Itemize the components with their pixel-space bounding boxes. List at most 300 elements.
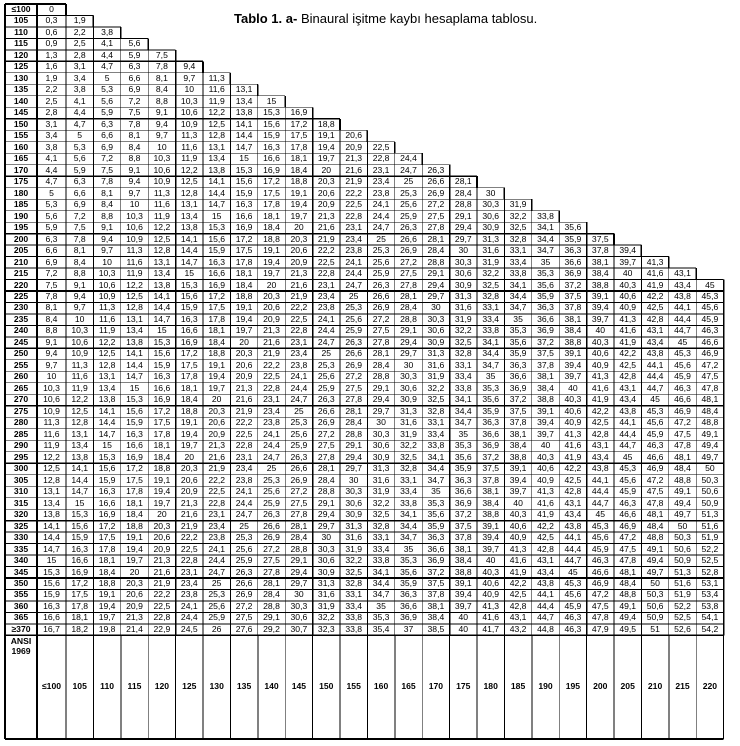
table-cell: 15 xyxy=(102,440,112,451)
table-cell: 28,1 xyxy=(427,233,445,244)
table-cell: 31,9 xyxy=(372,486,390,497)
table-cell: 34,7 xyxy=(482,359,500,370)
table-cell: 39,1 xyxy=(537,405,554,416)
table-cell: 13,1 xyxy=(126,313,143,324)
table-cell: 26,9 xyxy=(290,474,308,485)
table-cell: 20,6 xyxy=(153,532,171,543)
table-cell: 23,8 xyxy=(290,359,308,370)
table-cell: 12,5 xyxy=(98,348,116,359)
table-cell: 15,3 xyxy=(98,451,116,462)
table-cell: 19,7 xyxy=(290,210,308,221)
table-cell: 5,3 xyxy=(73,141,86,152)
table-cell: 28,4 xyxy=(290,532,308,543)
table-cell: 12,2 xyxy=(180,164,198,175)
table-cell: 12,5 xyxy=(180,176,198,187)
table-cell: 48,8 xyxy=(646,532,664,543)
table-cell: 43,8 xyxy=(674,291,691,301)
table-cell: 44,1 xyxy=(619,417,637,428)
table-cell: 38,1 xyxy=(482,486,500,497)
table-cell: 45 xyxy=(705,279,715,290)
table-cell: 40,6 xyxy=(591,348,609,359)
row-label: 185 xyxy=(13,199,29,210)
table-cell: 35,9 xyxy=(427,520,445,531)
table-cell: 21,6 xyxy=(263,336,280,347)
table-cell: 47,9 xyxy=(591,623,609,634)
table-cell: 32,5 xyxy=(454,336,472,347)
table-cell: 14,1 xyxy=(235,118,253,129)
table-cell: 42,5 xyxy=(619,359,637,370)
table-cell: 43,4 xyxy=(564,509,582,520)
table-cell: 26,6 xyxy=(235,578,253,588)
table-cell: 50,9 xyxy=(674,555,691,566)
table-cell: 33,4 xyxy=(345,600,363,611)
table-cell: 29,4 xyxy=(372,394,390,405)
table-cell: 10 xyxy=(157,141,167,152)
table-cell: 33,8 xyxy=(345,623,363,634)
table-cell: 33,8 xyxy=(372,555,390,566)
table-cell: 7,5 xyxy=(73,222,86,233)
table-cell: 12,5 xyxy=(126,291,143,301)
table-cell: 33,8 xyxy=(482,325,500,336)
table-cell: 14,4 xyxy=(208,187,226,198)
table-cell: 22,5 xyxy=(290,313,308,324)
table-cell: 19,7 xyxy=(98,612,116,623)
table-cell: 30,3 xyxy=(317,543,335,554)
table-cell: 25,6 xyxy=(208,600,226,611)
table-cell: 25,9 xyxy=(317,382,335,393)
table-cell: 34,7 xyxy=(400,532,417,543)
table-cell: 9,7 xyxy=(128,187,141,198)
table-cell: 5,3 xyxy=(101,84,114,95)
table-cell: 29,7 xyxy=(400,348,417,359)
table-cell: 26,6 xyxy=(345,348,363,359)
table-cell: 15,6 xyxy=(263,118,280,129)
column-label: 135 xyxy=(236,681,252,692)
column-label: 185 xyxy=(510,681,526,692)
table-cell: 29,1 xyxy=(400,325,417,336)
table-cell: 45,9 xyxy=(701,313,719,324)
table-cell: 42,2 xyxy=(619,348,637,359)
table-cell: 38,4 xyxy=(564,325,582,336)
table-cell: 25 xyxy=(239,520,249,531)
table-cell: 39,7 xyxy=(537,428,554,439)
table-cell: 30,6 xyxy=(427,325,445,336)
table-cell: 20 xyxy=(294,222,304,233)
table-cell: 31,3 xyxy=(482,233,500,244)
table-cell: 14,7 xyxy=(98,428,116,439)
table-cell: 10,3 xyxy=(180,95,198,106)
table-cell: 47,5 xyxy=(619,543,637,554)
table-cell: 46,6 xyxy=(674,394,691,405)
table-cell: 29,7 xyxy=(345,463,363,474)
table-cell: 21,3 xyxy=(208,440,226,451)
table-cell: 24,4 xyxy=(208,555,226,566)
table-cell: 38,1 xyxy=(591,256,609,267)
table-cell: 16,9 xyxy=(71,566,89,577)
table-cell: 15,9 xyxy=(71,532,89,543)
table-cell: 40,3 xyxy=(591,336,609,347)
table-cell: 22,2 xyxy=(235,417,253,428)
table-cell: 44,1 xyxy=(646,359,664,370)
table-cell: 24,7 xyxy=(208,566,226,577)
table-cell: 18,8 xyxy=(263,233,280,244)
row-label: 340 xyxy=(13,555,29,566)
table-cell: 31,9 xyxy=(454,313,472,324)
table-cell: 23,4 xyxy=(263,405,280,416)
table-cell: 32,2 xyxy=(372,497,390,508)
table-cell: 16,6 xyxy=(98,497,116,508)
table-cell: 12,8 xyxy=(126,302,143,313)
table-cell: 21,6 xyxy=(153,566,171,577)
table-cell: 33,4 xyxy=(454,371,472,382)
table-cell: 31,3 xyxy=(427,348,445,359)
table-cell: 9,4 xyxy=(155,118,168,129)
table-cell: 12,2 xyxy=(43,451,60,462)
table-cell: 25 xyxy=(348,291,359,301)
table-cell: 25,3 xyxy=(400,187,417,198)
table-cell: 43,8 xyxy=(646,348,664,359)
table-cell: 28,4 xyxy=(345,417,363,428)
table-cell: 36,9 xyxy=(564,268,582,279)
table-cell: 22,2 xyxy=(180,532,198,543)
row-label: 295 xyxy=(13,451,29,462)
table-cell: 22,5 xyxy=(208,486,226,497)
table-cell: 36,9 xyxy=(482,440,500,451)
table-cell: 25,6 xyxy=(290,428,308,439)
table-cell: 10,9 xyxy=(43,405,60,416)
table-cell: 41,6 xyxy=(564,440,582,451)
table-cell: 32,5 xyxy=(482,279,500,290)
table-cell: 18,8 xyxy=(208,348,226,359)
table-cell: 30,3 xyxy=(482,199,500,210)
table-cell: 32,2 xyxy=(345,555,363,566)
row-label: 335 xyxy=(13,543,29,554)
table-cell: 44,7 xyxy=(564,555,582,566)
table-cell: 34,4 xyxy=(482,348,500,359)
table-cell: 16,6 xyxy=(43,612,60,623)
table-cell: 42,8 xyxy=(646,313,664,324)
table-cell: 43,2 xyxy=(509,623,527,634)
table-cell: 39,4 xyxy=(482,532,500,543)
table-cell: 18,1 xyxy=(208,325,226,336)
table-cell: 26,3 xyxy=(263,509,280,520)
table-cell: 12,8 xyxy=(208,130,226,141)
table-cell: 20,6 xyxy=(345,130,363,141)
row-label: 325 xyxy=(13,520,29,531)
table-cell: 20 xyxy=(239,336,249,347)
table-cell: 26,3 xyxy=(345,336,363,347)
table-cell: 9,7 xyxy=(155,130,168,141)
table-cell: 2,2 xyxy=(45,84,58,95)
table-cell: 49,7 xyxy=(674,509,691,520)
row-label: 195 xyxy=(13,222,29,233)
column-label: 165 xyxy=(401,681,416,692)
table-cell: 35,3 xyxy=(400,555,417,566)
table-cell: 15 xyxy=(266,95,277,106)
table-cell: 1,9 xyxy=(73,15,86,26)
table-cell: 38,5 xyxy=(427,623,445,634)
row-label: 175 xyxy=(13,176,29,187)
table-cell: 27,8 xyxy=(317,451,335,462)
table-cell: 42,8 xyxy=(509,600,527,611)
table-cell: 4,1 xyxy=(45,153,58,164)
table-cell: 6,6 xyxy=(128,72,141,83)
table-cell: 46,3 xyxy=(591,555,609,566)
table-cell: 29,4 xyxy=(345,451,363,462)
table-cell: 26,3 xyxy=(372,279,390,290)
row-label: 345 xyxy=(13,566,29,577)
table-cell: 41,6 xyxy=(482,612,500,623)
column-label: 140 xyxy=(264,681,279,692)
table-cell: 32,2 xyxy=(454,325,472,336)
table-cell: 20,6 xyxy=(263,302,280,313)
table-cell: 20,3 xyxy=(153,520,171,531)
table-cell: 28,4 xyxy=(454,187,472,198)
table-cell: 4,4 xyxy=(73,107,86,118)
table-cell: 39,4 xyxy=(454,589,472,600)
table-cell: 20,6 xyxy=(317,187,335,198)
table-cell: 30 xyxy=(321,532,332,543)
table-cell: 19,1 xyxy=(180,417,198,428)
row-label: 330 xyxy=(13,532,29,543)
table-cell: 22,5 xyxy=(317,256,335,267)
table-cell: 51,3 xyxy=(701,509,719,520)
table-cell: 10,6 xyxy=(98,279,116,290)
table-cell: 19,1 xyxy=(263,245,280,256)
table-cell: 0,3 xyxy=(45,15,58,26)
table-cell: 32,5 xyxy=(345,566,363,577)
table-cell: 47,8 xyxy=(674,440,691,451)
table-cell: 27,5 xyxy=(235,612,253,623)
row-label: 230 xyxy=(13,302,29,313)
table-cell: 7,5 xyxy=(101,164,114,175)
table-cell: 30,3 xyxy=(345,486,363,497)
row-label: 220 xyxy=(13,279,29,290)
table-cell: 18,4 xyxy=(126,509,143,520)
table-cell: 17,2 xyxy=(98,520,116,531)
table-cell: 35 xyxy=(485,371,496,382)
table-cell: 35,6 xyxy=(564,222,582,233)
table-cell: 13,8 xyxy=(43,509,60,520)
table-cell: 32,8 xyxy=(372,520,390,531)
table-cell: 33,1 xyxy=(427,417,445,428)
table-cell: 42,8 xyxy=(591,428,609,439)
table-cell: 26,9 xyxy=(345,359,363,370)
table-cell: 44,7 xyxy=(591,497,609,508)
table-cell: 23,8 xyxy=(263,417,280,428)
table-cell: 43,4 xyxy=(537,566,554,577)
table-cell: 27,5 xyxy=(317,440,335,451)
table-cell: 43,4 xyxy=(619,394,637,405)
table-cell: 40,3 xyxy=(619,279,637,290)
table-cell: 20,6 xyxy=(290,245,308,256)
table-cell: 18,8 xyxy=(153,463,171,474)
table-cell: 13,1 xyxy=(235,84,253,95)
table-cell: 6,9 xyxy=(101,141,114,152)
table-cell: 40,9 xyxy=(509,532,527,543)
table-cell: 34,1 xyxy=(372,566,390,577)
table-cell: 18,1 xyxy=(153,440,171,451)
table-cell: 21,6 xyxy=(317,222,335,233)
table-cell: 26,3 xyxy=(317,394,335,405)
table-cell: 53,8 xyxy=(701,600,719,611)
table-cell: 43,4 xyxy=(591,451,609,462)
table-cell: 2,5 xyxy=(73,38,86,49)
table-cell: 20,3 xyxy=(180,463,198,474)
table-cell: 19,4 xyxy=(180,428,198,439)
table-cell: 11,9 xyxy=(181,153,198,164)
table-cell: 15,6 xyxy=(235,176,253,187)
table-cell: 17,5 xyxy=(180,359,198,370)
table-cell: 25,6 xyxy=(400,199,417,210)
table-cell: 10 xyxy=(129,199,140,210)
table-cell: 41,9 xyxy=(646,279,664,290)
table-cell: 6,3 xyxy=(128,61,141,72)
table-cell: 38,4 xyxy=(509,440,527,451)
table-cell: 24,4 xyxy=(235,497,253,508)
table-cell: 15,9 xyxy=(153,359,171,370)
table-cell: 11,6 xyxy=(208,84,225,95)
table-cell: 9,1 xyxy=(155,107,168,118)
table-cell: 23,8 xyxy=(317,302,335,313)
table-cell: 29,2 xyxy=(263,623,280,634)
table-cell: 21,3 xyxy=(290,268,308,279)
table-cell: 49,1 xyxy=(619,600,637,611)
table-cell: 20,9 xyxy=(345,141,363,152)
table-cell: 5,9 xyxy=(45,222,58,233)
table-cell: 3,4 xyxy=(45,130,58,141)
table-cell: 17,5 xyxy=(235,245,253,256)
table-cell: 40,9 xyxy=(482,589,500,600)
table-cell: 23,1 xyxy=(372,164,390,175)
table-cell: 10,9 xyxy=(126,233,143,244)
table-cell: 29,7 xyxy=(427,291,445,301)
table-cell: 41,6 xyxy=(537,497,554,508)
table-cell: 16,9 xyxy=(263,164,280,175)
table-cell: 17,5 xyxy=(153,417,171,428)
column-label: 190 xyxy=(538,681,553,692)
table-cell: 17,8 xyxy=(98,543,116,554)
table-cell: 26,6 xyxy=(427,176,445,187)
table-cell: 37,5 xyxy=(454,520,472,531)
table-cell: 48,1 xyxy=(674,451,691,462)
table-cell: 41,9 xyxy=(619,336,637,347)
table-cell: 31,9 xyxy=(317,600,335,611)
table-cell: 11,9 xyxy=(208,95,225,106)
column-label: 130 xyxy=(209,681,224,692)
table-cell: 40,6 xyxy=(537,463,554,474)
table-cell: 16,6 xyxy=(235,210,253,221)
table-cell: 10 xyxy=(102,256,112,267)
table-cell: 15,6 xyxy=(208,233,226,244)
table-cell: 9,1 xyxy=(45,336,58,347)
table-cell: 39,1 xyxy=(454,578,472,588)
table-cell: 19,1 xyxy=(126,532,143,543)
table-cell: 44,4 xyxy=(646,371,664,382)
table-cell: 47,5 xyxy=(674,428,691,439)
table-cell: 54,1 xyxy=(701,612,719,623)
table-cell: 33,8 xyxy=(454,382,472,393)
table-cell: 22,8 xyxy=(290,325,308,336)
table-cell: 46,3 xyxy=(646,440,664,451)
table-cell: 42,5 xyxy=(537,532,554,543)
table-cell: 38,8 xyxy=(564,336,582,347)
table-cell: 5,6 xyxy=(73,153,86,164)
table-cell: 51,6 xyxy=(701,520,719,531)
table-cell: 29,7 xyxy=(454,233,472,244)
table-cell: 19,1 xyxy=(208,359,226,370)
table-cell: 3,1 xyxy=(45,118,58,129)
table-cell: 29,4 xyxy=(454,222,472,233)
table-cell: 19,4 xyxy=(235,313,253,324)
table-cell: 37 xyxy=(403,623,414,634)
table-cell: 25,9 xyxy=(235,555,253,566)
table-cell: 17,5 xyxy=(263,187,280,198)
table-cell: 48,8 xyxy=(674,474,691,485)
table-cell: 23,1 xyxy=(345,222,363,233)
table-cell: 35 xyxy=(431,486,441,497)
table-cell: 13,8 xyxy=(153,279,171,290)
table-cell: 17,8 xyxy=(126,486,143,497)
table-cell: 44,7 xyxy=(674,325,691,336)
column-label: ≤100 xyxy=(41,681,62,692)
table-cell: 43,1 xyxy=(564,497,582,508)
table-cell: 14,7 xyxy=(208,199,226,210)
table-cell: 35 xyxy=(376,600,386,611)
table-cell: 17,5 xyxy=(126,474,143,485)
table-cell: 39,4 xyxy=(537,417,554,428)
table-cell: 41,3 xyxy=(564,428,582,439)
table-cell: 4,1 xyxy=(73,95,86,106)
table-cell: 6,6 xyxy=(45,245,58,256)
table-cell: 18,4 xyxy=(98,566,116,577)
table-cell: 29,4 xyxy=(427,279,445,290)
table-cell: 39,7 xyxy=(454,600,472,611)
table-cell: 45,3 xyxy=(619,463,637,474)
table-cell: 14,7 xyxy=(153,313,171,324)
table-cell: 15,9 xyxy=(180,302,198,313)
table-cell: 44,1 xyxy=(591,474,609,485)
table-cell: 28,8 xyxy=(427,256,445,267)
column-label: 210 xyxy=(647,681,663,692)
table-cell: 36,9 xyxy=(537,325,554,336)
table-cell: 3,1 xyxy=(73,61,86,72)
table-cell: 32,5 xyxy=(427,394,445,405)
table-cell: 16,3 xyxy=(235,199,253,210)
table-cell: 27,8 xyxy=(345,394,363,405)
table-cell: 17,5 xyxy=(98,532,116,543)
table-cell: 20,3 xyxy=(263,291,280,301)
row-label: 150 xyxy=(13,118,29,129)
table-cell: 48,1 xyxy=(646,509,664,520)
table-cell: 47,8 xyxy=(619,555,637,566)
table-cell: 48,4 xyxy=(701,405,719,416)
table-cell: 22,2 xyxy=(345,187,363,198)
table-cell: 22,8 xyxy=(345,210,363,221)
table-cell: 29,1 xyxy=(427,268,445,279)
table-cell: 49,1 xyxy=(646,543,664,554)
table-cell: 24,4 xyxy=(317,325,335,336)
table-cell: 34,1 xyxy=(454,394,472,405)
table-cell: 21,9 xyxy=(317,233,335,244)
row-label: 235 xyxy=(13,313,29,324)
table-cell: 32,2 xyxy=(482,268,500,279)
table-cell: 14,4 xyxy=(98,417,116,428)
table-cell: 27,5 xyxy=(345,382,363,393)
table-cell: 38,1 xyxy=(537,371,554,382)
table-cell: 36,6 xyxy=(427,543,445,554)
table-cell: 36,9 xyxy=(427,555,445,566)
